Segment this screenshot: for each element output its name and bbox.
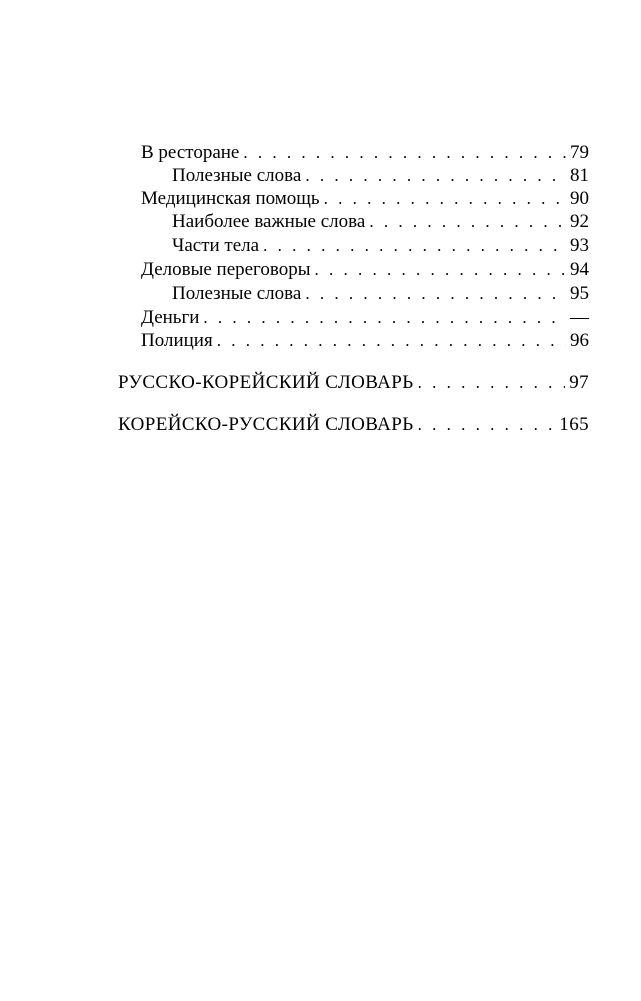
dot-leader xyxy=(324,188,566,210)
toc-entry xyxy=(141,259,589,281)
toc-section-title: РУССКО-КОРЕЙСКИЙ СЛОВАРЬ xyxy=(118,372,414,393)
toc-entry-page: 93 xyxy=(570,235,589,256)
toc-entry-page: 96 xyxy=(570,330,589,351)
toc-entry xyxy=(141,330,589,352)
toc-entry-page: 92 xyxy=(570,211,589,232)
dot-leader xyxy=(305,165,566,187)
toc-entry-title: Наиболее важные слова xyxy=(172,211,366,232)
toc-entry-page: 95 xyxy=(570,283,589,304)
toc-entry-page: 81 xyxy=(570,165,589,186)
toc-section-title: КОРЕЙСКО-РУССКИЙ СЛОВАРЬ xyxy=(118,414,414,435)
toc-entry-title: Медицинская помощь xyxy=(141,188,320,209)
dot-leader xyxy=(305,283,566,305)
toc-entry-title: Полиция xyxy=(141,330,213,351)
toc-entry-title: Деловые переговоры xyxy=(141,259,311,280)
dot-leader xyxy=(243,142,566,164)
toc-entry-title: Полезные слова xyxy=(172,283,302,304)
dot-leader xyxy=(203,307,566,329)
toc-entry-page: 90 xyxy=(570,188,589,209)
dot-leader xyxy=(263,235,566,257)
dot-leader xyxy=(418,414,556,436)
dot-leader xyxy=(369,211,566,233)
dot-leader xyxy=(217,330,566,352)
toc-section-page: 165 xyxy=(559,414,589,435)
toc-entry xyxy=(141,142,589,164)
toc-entry xyxy=(141,307,589,329)
dot-leader xyxy=(418,372,566,394)
toc-entry xyxy=(172,165,589,187)
toc-entry xyxy=(141,188,589,210)
dot-leader xyxy=(315,259,567,281)
toc-section xyxy=(118,414,589,436)
toc-entry xyxy=(172,211,589,233)
toc-entry-page: 79 xyxy=(570,142,589,163)
toc-entry xyxy=(172,283,589,305)
toc-entry-title: Деньги xyxy=(141,307,200,328)
toc-entry-page: 94 xyxy=(570,259,589,280)
toc-entry-title: В ресторане xyxy=(141,142,240,163)
toc-entry-title: Полезные слова xyxy=(172,165,302,186)
toc-entry-page: — xyxy=(570,307,589,328)
toc-section-page: 97 xyxy=(569,372,589,393)
toc-entry-title: Части тела xyxy=(172,235,260,256)
toc-entry xyxy=(172,235,589,257)
toc-section xyxy=(118,372,589,394)
